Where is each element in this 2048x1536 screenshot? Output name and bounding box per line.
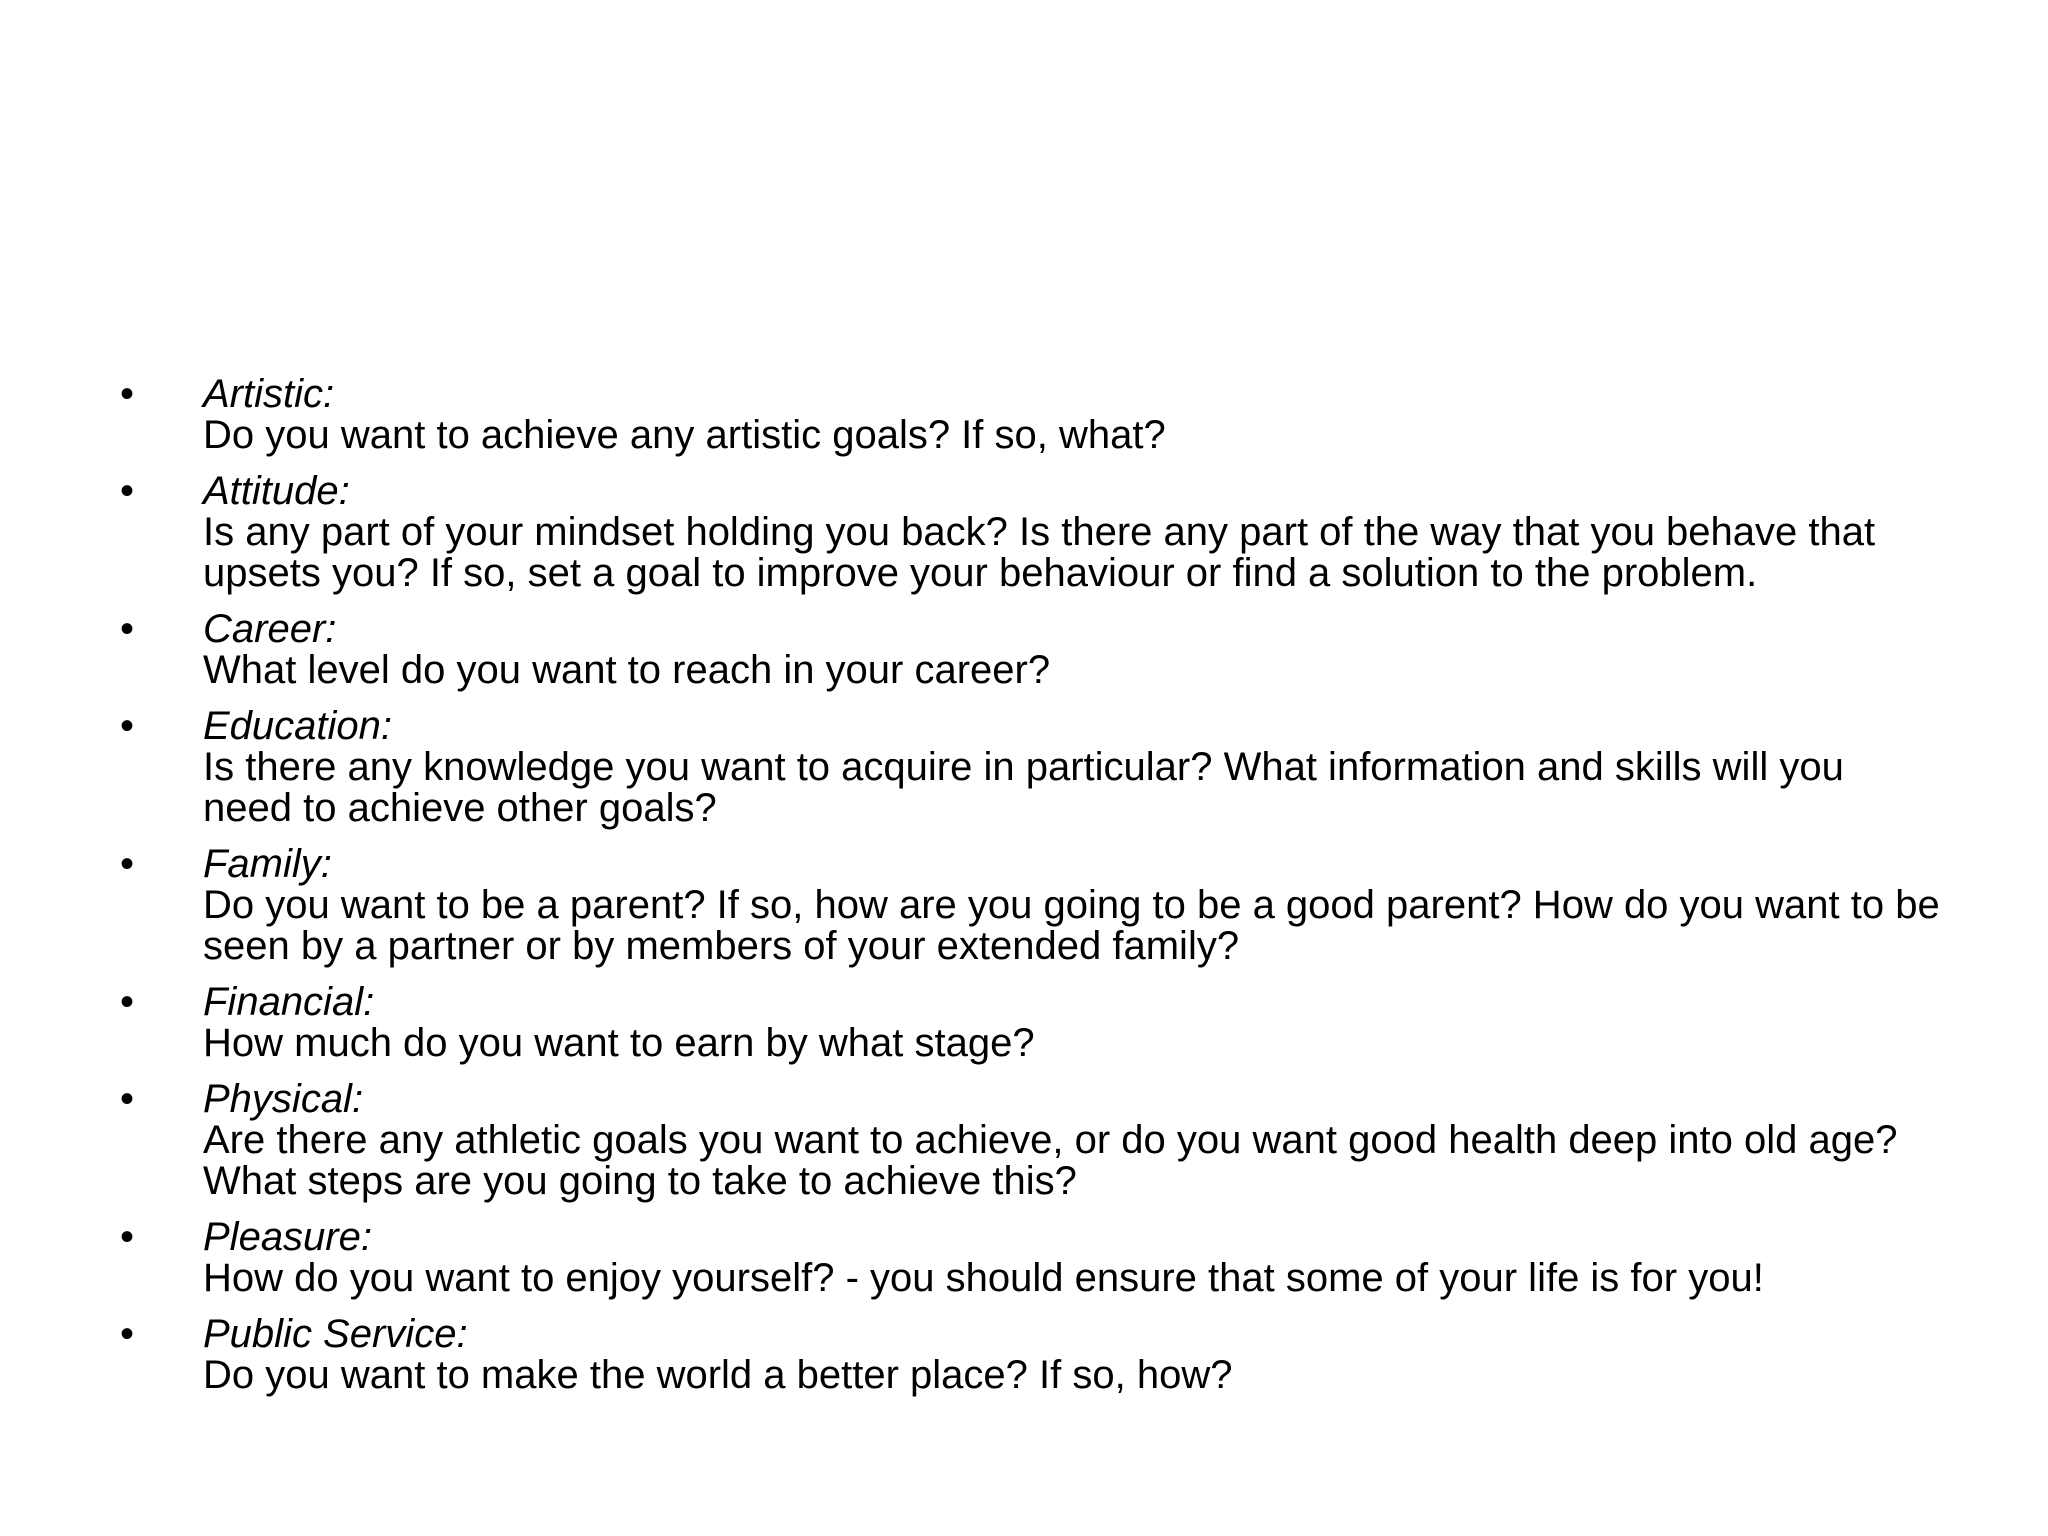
list-item-attitude bbox=[120, 471, 1940, 594]
item-title: Career: bbox=[203, 607, 337, 651]
bullet-icon: • bbox=[120, 1312, 135, 1356]
list-item-pleasure bbox=[120, 1217, 1940, 1299]
item-title: Public Service: bbox=[203, 1312, 468, 1356]
item-description: Are there any athletic goals you want to achieve, or do you want good health deep into old age? What steps are you going to take to achieve this? bbox=[203, 1118, 1898, 1203]
list-item-financial bbox=[120, 982, 1940, 1064]
bullet-icon: • bbox=[120, 607, 135, 651]
bullet-icon: • bbox=[120, 372, 135, 416]
item-title: Physical: bbox=[203, 1077, 364, 1121]
item-title: Pleasure: bbox=[203, 1215, 372, 1259]
item-title: Family: bbox=[203, 842, 332, 886]
item-description: Do you want to make the world a better place? If so, how? bbox=[203, 1353, 1233, 1397]
item-title: Artistic: bbox=[203, 372, 335, 416]
item-description: Do you want to be a parent? If so, how are you going to be a good parent? How do you want to be seen by a partner or by members of your extended family? bbox=[203, 883, 1940, 968]
item-description: Do you want to achieve any artistic goals? If so, what? bbox=[203, 413, 1166, 457]
list-item-public-service bbox=[120, 1314, 1940, 1396]
bullet-icon: • bbox=[120, 842, 135, 886]
list-item-artistic bbox=[120, 374, 1940, 456]
item-description: Is any part of your mindset holding you back? Is there any part of the way that you behave that upsets you? If so, set a goal to improve your behaviour or find a solution to the problem. bbox=[203, 510, 1876, 595]
list-item-education bbox=[120, 706, 1940, 829]
item-description: What level do you want to reach in your career? bbox=[203, 648, 1051, 692]
bullet-icon: • bbox=[120, 1077, 135, 1121]
bullet-icon: • bbox=[120, 469, 135, 513]
item-description: Is there any knowledge you want to acquire in particular? What information and skills will you need to achieve other goals? bbox=[203, 745, 1844, 830]
goal-category-list bbox=[120, 374, 1940, 1411]
item-title: Financial: bbox=[203, 980, 375, 1024]
list-item-career bbox=[120, 609, 1940, 691]
item-title: Attitude: bbox=[203, 469, 350, 513]
item-description: How do you want to enjoy yourself? - you should ensure that some of your life is for you! bbox=[203, 1256, 1764, 1300]
item-description: How much do you want to earn by what stage? bbox=[203, 1021, 1035, 1065]
list-item-family bbox=[120, 844, 1940, 967]
item-title: Education: bbox=[203, 704, 393, 748]
list-item-physical bbox=[120, 1079, 1940, 1202]
bullet-icon: • bbox=[120, 704, 135, 748]
bullet-icon: • bbox=[120, 1215, 135, 1259]
bullet-icon: • bbox=[120, 980, 135, 1024]
